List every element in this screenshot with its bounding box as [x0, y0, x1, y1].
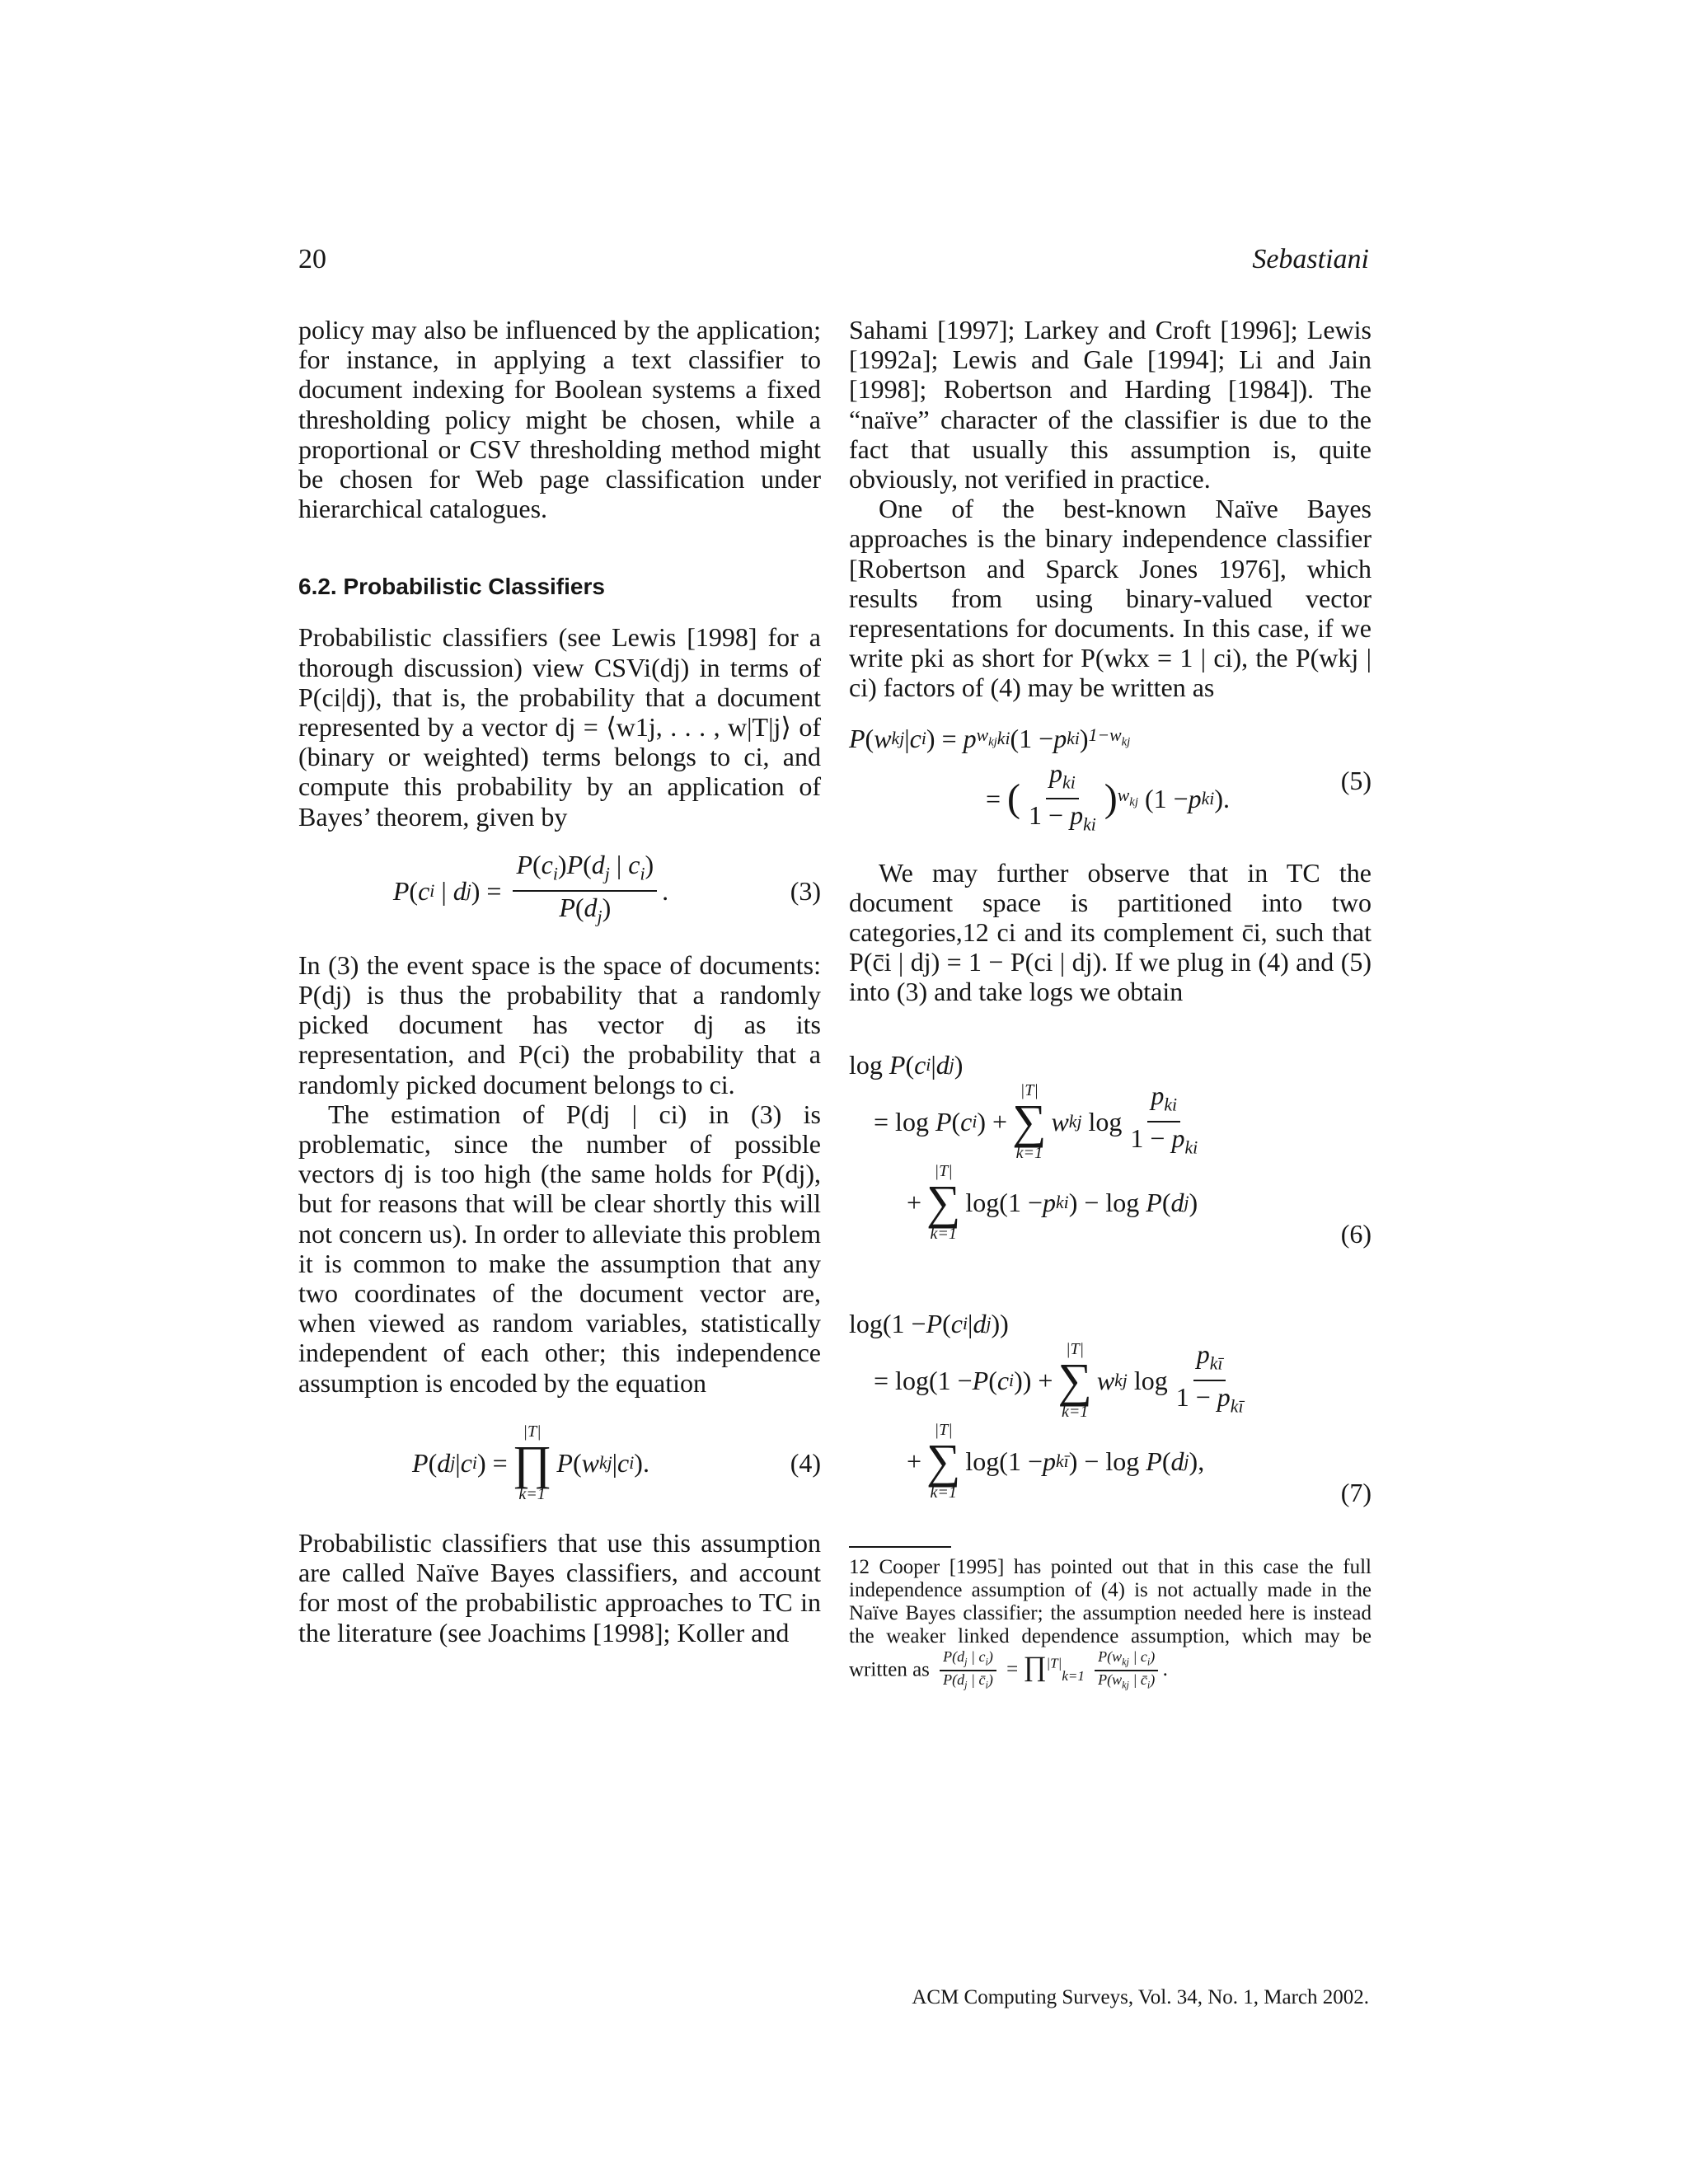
paragraph-document-space: We may further observe that in TC the document space is partitioned into two categories,12 ci and its complement c̄i, such that P(c̄i | dj) = 1 − P(ci | dj). If we plug in (4) and (5) into (3) and take logs we obtain [849, 857, 1372, 1007]
footnote-12 [849, 1556, 1372, 1694]
equation-number: (7) [1340, 1478, 1372, 1508]
right-column [849, 315, 1372, 1694]
equation-number: (3) [790, 875, 821, 906]
left-column [298, 315, 821, 1647]
intro-paragraph: policy may also be influenced by the application; for instance, in applying a text classifier to document indexing for Boolean systems a fixed thresholding policy might be chosen, while a proportional or CSV thresholding method might be chosen for Web page classification under hierarchical catalogues. [298, 315, 821, 524]
equation-7: log(1 − P ( c i | d j )) = log(1 − P ( c i )) + |T| ∑ k=1 w kj log $\frac{p_{kī}}{1 - p_{kī}}$ + |T| ∑ k=1 log(1 − p kī ) − log P ( d j ), (7) [849, 1309, 1372, 1508]
paragraph-event-space: In (3) the event space is the space of documents: P(dj) is thus the probability that a randomly picked document has vector dj as its representation, and P(ci) the probability that a randomly picked document belongs to ci. [298, 949, 821, 1099]
paragraph-naive-bayes: Probabilistic classifiers that use this assumption are called Naïve Bayes classifiers, and account for most of the probabilistic approaches to TC in the literature (see Joachims [1998]; Koller and [298, 1527, 821, 1647]
equation-3: P ( c i | d j ) = $\frac{P(c_i)P(d_j | c_i)}{P(d_j)}$ . (3) [392, 850, 821, 927]
equation-number: (6) [1340, 1219, 1372, 1249]
footnote-formula: $\frac{P(d_j | c_i)}{P(d_j | c̄_i)}$ = ∏$^{|T|}_{k=1}$ $\frac{P(w_{kj} | c_i)}{P(w_{kj} | c̄_i)}$ . [935, 1658, 1168, 1680]
section-heading: 6.2. Probabilistic Classifiers [298, 574, 605, 600]
equation-6: log P ( c i | d j ) = log P ( c i ) + |T| ∑ k=1 w kj log $\frac{p_{ki}}{1 - p_{ki}}$ + |T| ∑ k=1 log(1 − p ki ) − log P ( d j ) (6) [849, 1050, 1372, 1249]
equation-5: P ( w kj | c i ) = p $w_{kj}$ ki (1 − p ki ) $1-w_{kj}$ = ( $\frac{p_{ki}}{1 - p_{ki}}$ ) $w_{kj}$ (1 − p ki ). (5) [849, 724, 1372, 835]
equation-number: (5) [1340, 765, 1372, 795]
running-head-author: Sebastiani [1252, 244, 1369, 274]
paragraph-estimation: The estimation of P(dj | ci) in (3) is problematic, since the number of possible vectors dj is too high (the same holds for P(dj), but for reasons that will be clear shortly this will not concern us). In order to alleviate this problem it is common to make the assumption that any two coordinates of the document vector are, when viewed as random variables, statistically independent of each other; this independence assumption is encoded by the equation [298, 1099, 821, 1398]
paragraph-binary-independence: One of the best-known Naïve Bayes approaches is the binary independence classifier [Robertson and Sparck Jones 1976], which results from using binary-valued vector representations for documents. In this case, if we write pki as short for P(wkx = 1 | ci), the P(wkj | ci) factors of (4) may be written as [849, 494, 1372, 703]
page-number: 20 [298, 244, 326, 274]
equation-4: P ( d j | c i ) = |T| ∏ k=1 P ( w kj | c i ). (4) [412, 1422, 821, 1503]
equation-number: (4) [790, 1447, 821, 1478]
footnote-rule [849, 1546, 951, 1548]
paragraph-citations: Sahami [1997]; Larkey and Croft [1996]; Lewis [1992a]; Lewis and Gale [1994]; Li and Jain [1998]; Robertson and Harding [1984]). The “naïve” character of the classifier is due to the fact that usually this assumption is, quite obviously, not verified in practice. [849, 315, 1372, 494]
footer-citation: ACM Computing Surveys, Vol. 34, No. 1, March 2002. [912, 1986, 1369, 2008]
footnote-text: 12 Cooper [1995] has pointed out that in this case the full independence assumption of (4) is not actually made in the Naïve Bayes classifier; the assumption needed here is instead the weaker linked dependence assumption, which may be written as [849, 1555, 1372, 1680]
paragraph-probabilistic: Probabilistic classifiers (see Lewis [1998] for a thorough discussion) view CSVi(dj) in terms of P(ci|dj), that is, the probability that a document represented by a vector dj = ⟨w1j, . . . , w|T|j⟩ of (binary or weighted) terms belongs to ci, and compute this probability by an application of Bayes’ theorem, given by [298, 622, 821, 832]
